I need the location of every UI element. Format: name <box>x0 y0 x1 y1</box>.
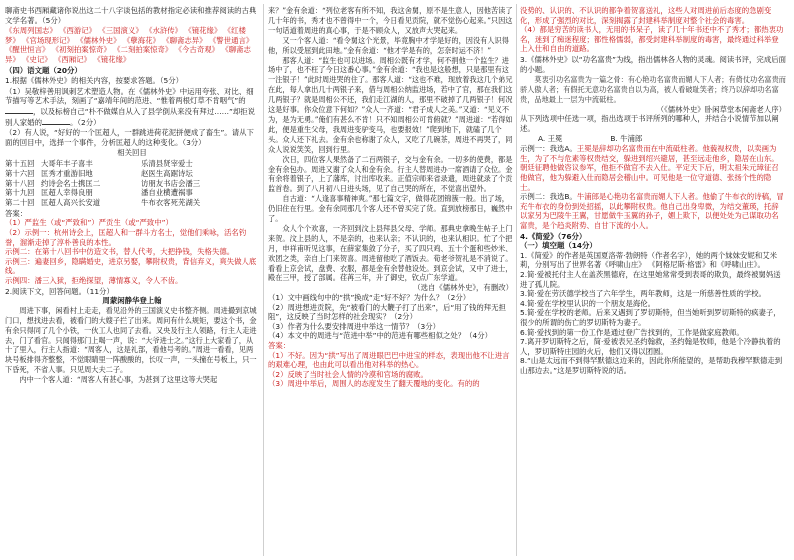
example-2-body: 牛浦郎是心艳功名富贵而媚人下人者。他偷了牛布衣的诗稿，冒充牛布衣的身份到处招摇，以此攀附权贵。他自己出身卑微，为结交董瑛，托辞以家另为巴陵牛王翼，甘愿做牛玉翼的孙子，媚上欺下，以便处处为己谋取功名富贵，是个趋炎附势、自甘下流的小人。 <box>520 192 784 230</box>
chapter-title-a: 约诗会名士携匡二 <box>41 178 101 188</box>
example-1 <box>520 144 786 192</box>
question-1-1-text-c: 。（2分） <box>69 117 101 127</box>
answer-2-4: （4）都是穷苦的读书人，无用的书呆子，读了几十年书还中不了秀才；都热衷功名，迷到了痴迷程度；都性格懦弱，都受封建科举制度的毒害，最终通过科举登上入仕和自由的道路。 <box>520 25 784 54</box>
answer-1-2: （2）示例一：杭州诗会上，匡超人和一群斗方名士，觉他们乘咏，活名钓誉，溜渐走掉了淳朴善良的本性。 <box>5 228 247 247</box>
question-1: 1.根据《儒林外史》的相关内容，按要求答题。（5分） <box>5 76 184 86</box>
answer-1-example-4: 示例四：潘三入狱，拒绝探望，薄情寡义，令人不齿。 <box>5 276 183 286</box>
fill-3: 3.简·爱在劳沃德学校当了六年学生，两年教师，这是一所慈善性质的学校。 <box>520 289 766 299</box>
question-2-4: （4）本文中的周进与“范进中举”中的范进有哪些相似之处？（4分） <box>268 331 493 341</box>
column-left <box>5 6 259 556</box>
example-2 <box>520 192 786 230</box>
book-list-answer: 《东周列国志》 《西游记》 《三国演义》 《水浒传》 《镜花缘》 《红楼梦》 《官场现形记》 《儒林外史》 《孽海花》 《聊斋志异》 《警世通言》 《醒世恒言》 《初刻拍案惊奇》 《二刻拍案惊奇》 《今古奇观》 《聊斋志异》 《史记》 《西厢记》 《镜花缘》 <box>5 26 254 64</box>
passage-paragraph-4: 又一个客人道：“看令舅这个光景，毕竟胸中才学是好的，因没有人识得他，所以受屈到此田地。”金有余道：“他才学是有的，怎奈时运不济！” <box>268 35 509 55</box>
chapter-number: 第十九回 <box>5 188 35 198</box>
question-3-1: 从下列选项中任选一项，指出选项于书评所列的哪种人，并结合小说情节加以阐述。 <box>520 114 779 134</box>
passage-paragraph-2: 内中一个客人道：“周客人有甚心事，为甚到了这里这等大哭起 <box>19 375 218 385</box>
chapter-number: 第十五回 <box>5 158 35 168</box>
chapter-table <box>5 159 255 208</box>
blank-line <box>5 106 33 114</box>
fill-8: 8.“山是太远而不到得罕默德这边来的，因此你所能望的，是帮助我穆罕默德走到山那边去。”这是罗切斯特说的话。 <box>520 356 783 375</box>
passage-title: 周蒙闲静华登上翰 <box>102 296 162 306</box>
column-divider <box>263 4 264 556</box>
chapter-title-a: 匡超人幸得良朋 <box>41 188 93 198</box>
answer-1-example-3: 示例三：遍妻回乡，隐瞒婚史，进京另娶，攀附权贵，背信弃义，爽失做人底线。 <box>5 256 257 276</box>
passage-paragraph-1: 周进下事，闲看村上走走，看见沿外的三国演义史书整齐侧。周进撮到京城门口，想找进去看，被看门的大嫂子拦了出来。周问有什么规矩，要这个书，金有余只得同了几个小铁，一伙工人也同了去看。又央及行主人领路，行主人走进去，门了看官。只闻得那门上喝一声，说：“大爷进士之。”这行上大家看了，从十了里入，行主人指道：“周客人，这是礼部，看他号考的。”周进一看看，见两块号板排得齐整整，不觉眼睛里一阵酸酸的，长叹一声，一头撞在号板上，只一下昏死，不省人事。只见周大夫二子。 <box>5 305 257 375</box>
fill-5: 5.简·爱在学校的老师。后来又遇到了罗切斯特，但当她听到罗切斯特的疯妻子，很少的所谓的伤亡的罗切斯特为妻子。 <box>520 308 781 327</box>
column-divider <box>516 4 517 556</box>
chapter-title-b: 乐清县贤宰爱士 <box>141 158 193 168</box>
example-2-head: 示例二：我选B。 <box>520 192 577 202</box>
passage-paragraph-7: 自古道：“人逢喜事精神爽。”那七篇文字，做得花团锦簇一般。出了场，仍旧住在行里。金有余同那几个客人还不曾买完了货。直到放榜那日，巍然中了。 <box>268 194 513 224</box>
chapter-number: 第十六回 <box>5 168 35 178</box>
chapter-title-b: 牛布衣客死芜湖关 <box>141 198 201 208</box>
chapter-number: 第十八回 <box>5 178 35 188</box>
question-2-3: （3）作者为什么要安排周进中举这一情节？（3分） <box>268 321 441 331</box>
chapter-title-a: 匡秀才重游旧地 <box>41 168 93 178</box>
answer-1-example-2: 示例二：在第十八回书中仿造文书，替人代考，大把挣钱，失格失德。 <box>5 247 235 257</box>
passage-paragraph-6: 次日，四位客人果然备了二百两银子，交与金有余。一切多的使费，都是金有余包办。周进又谢了众人和金有余。行主人替周进办一席酒请了众位。金有余将着银子，上了藩库，讨出库收来。正值宗师来省录遗，周进就录了个贡监首卷。到了八月初八日进头场，见了自己哭的所在，不觉喜出望外。 <box>268 154 513 194</box>
chapter-row <box>5 179 255 189</box>
chapter-row <box>5 198 255 208</box>
column-middle <box>268 6 513 556</box>
question-2-2: （2）周进想进贡院，先“被看门的大鞭子打了出来”，后“用了钱的拜无担阻”，这反映了当时怎样的社会现实？（2分） <box>268 302 506 322</box>
fill-blank-heading: （一）填空题（14分） <box>520 241 597 251</box>
passage-paragraph-3: 来？”金有余道：“列位老客有所不知，我这舍舅，原不是生意人，因他苦读了几十年的书，秀才也不曾得中一个，今日看见贡院，就不觉伤心起来。”只因这一句话道着周进的真心事，于是不顾众人，又放声大哭起来。 <box>268 6 513 35</box>
answer-2-2: （2）反映了当时社会人情的冷漠和官场的腐败。 <box>268 369 428 379</box>
chapter-title-a: 匡超人高兴长安道 <box>41 198 101 208</box>
question-1-1-text-a: （1）吴敬梓善用讽刺艺术塑造人物。在《儒林外史》中运用夸张、对比、细节描写等艺术手法，刻画了“嘉靖年间的范进、“惟着两根灯草不肯咽气”的 <box>5 86 254 106</box>
passage-paragraph-5: 那客人道：“监生也可以进场。周相公既有才学，何不捐他一个监生？进场中了，也不枉了今日这番心事。”金有余道：“我也是这般想，只是那里有这一注银子！”此时周进哭的住了。那客人道：“这也不难，现放着我这几个弟兄在此，每人拿出几十两银子来，借与周相公纳监进场，若中了官，那在我们这几两银子？就是周相公不还，我们走江湖的人，那里不破掉了几两银子！何况这是好事。你众位意下何如？”众人一齐道：“君子成人之美。”又道：“见义不为，是为无勇。”俺们有甚么不肯！只不知周相公可肯俯就？”周进道：“若得如此，便是重生父母，我周进变驴变马，也要报效！”爬到地下，就磕了几个头。众人还下礼去。金有余也称谢了众人，又吃了几碗茶，周进不再哭了，同众人说说笑笑，回到行里。 <box>268 55 513 154</box>
section-four-heading: （四）语文题（20分） <box>5 65 82 75</box>
example-1-body: 王冕是辞却功名富贵而在中流砥柱者。他藐视权贵，以卖画为生，为了不与危素等权贵结交，躲进到绍兴避居，甚至远走他乡，隐居在山东。朝廷征聘他做咨议参军，他拒不做官不去入仕。平定天下后，明太祖朱元璋征召他做官，他为躲避入仕而隐居会稽山中。可见他是一位守道德、张扬个性的隐士。 <box>520 144 779 192</box>
fill-7: 7.离开罗切斯特之后，简·爱被表兄圣约翰救，圣约翰是牧师，他是个冷静执着的人，罗切斯特庄园的火后，他们又得以团圆。 <box>520 337 781 356</box>
question-2-1: （1）文中画线句中的“拱”换成“走”好不好？为什么？（2分） <box>268 292 471 302</box>
options-row <box>520 134 786 144</box>
passage-source: （选自《儒林外史》，有删改） <box>413 283 513 293</box>
question-1-1 <box>5 87 259 127</box>
chapter-row <box>5 169 255 179</box>
question-2: 2.阅读下文，回答问题。（11分） <box>5 286 114 296</box>
fill-2: 2.简·爱被托付主人在盖茨黑德府，在这里她常常受到表哥的欺负，最终被舅妈送进了孤儿院。 <box>520 269 781 289</box>
chapter-table-title: 相关回目 <box>117 148 147 158</box>
chapter-number: 第二十回 <box>5 198 35 208</box>
answer-heading: 答案： <box>5 208 28 218</box>
fill-6: 6.简·爱找到的第一份工作是通过登广告找到的，工作是做家庭教师。 <box>520 327 744 337</box>
review-passage: 莫衷引功名富贵为一篇之骨：有心艳功名富贵而媚人下人者；有倚仗功名富贵而骄人傲人者；有假托无意功名富贵自以为高，被人看破耻笑者；终乃以辞却功名富贵，品地最上一层为中流砥柱。 <box>520 75 786 104</box>
fill-4: 4.简·爱在学校里认识的一个朋友是海伦。 <box>520 298 656 308</box>
passage-paragraph-8: 众人个个欢喜，一齐回到汶上县拜县父母、学师。那典史拿晚生帖子上门来贺。汶上县的人，不是亲的，也来认亲；不认识的，也来认相识。忙了个把月，申祥甫听见这事，在薛家集敛了分子，买了四只鸡、五十个蛋和些炒米、欢团之类，亲自上门来贺喜。周进留他吃了酒饭去。荀老爷贺礼是不消说了。看看上京会试，盘费、衣服，都是金有余替他设处。到京会试，又中了进士，殿在三甲，授了部属。荏苒三年，升了御史，钦点广东学道。 <box>268 223 513 283</box>
answer-2-3-continued: 没势的、认识的、不认识的都争着贺喜送礼，这些人对周进前后态度的急剧变化，形成了强烈的对比，深刻揭露了封建科举制度对整个社会的毒害。 <box>520 6 772 25</box>
chapter-title-b: 赵医生高踞诗坛 <box>141 168 193 178</box>
intro-question: 聊斋史书西厢藏诸你说出这二十八字谈包括的教材指定必读和推荐阅读的古典文学名著。（5分） <box>5 6 257 25</box>
question-1-2: （2）有人说，“好好的一个匡超人，一群跳进荷花泥拼便成了畜生”。请从下面的回目中，选择一个事件，分析匡超人的这种变化。（3分） <box>5 128 254 147</box>
column-right <box>520 6 786 556</box>
chapter-row <box>5 159 255 169</box>
question-3: 3.《儒林外史》以“功名富贵”为线，指出儒林各人物的灵魂。阅读书评，完成后面的小题。 <box>520 54 786 74</box>
option-a: A. 王冕 <box>538 133 563 143</box>
chapter-title-a: 大哥年丰子喜丰 <box>41 158 93 168</box>
answer-2-1: （1）不好。因为“拱”写出了周进眼巴巴中进宝的样态，表现出他不让进言的艰难心理，也由此可以看出他对科举的热心。 <box>268 350 510 370</box>
chapter-row <box>5 188 255 198</box>
section-jane-eyre-heading: 4.《简爱》（76分） <box>520 231 587 241</box>
answer-heading-2: 答案： <box>268 340 291 350</box>
option-b: B. 牛浦郎 <box>610 133 643 143</box>
chapter-title-b: 访朋友书店会潘三 <box>141 178 201 188</box>
answer-1-1: （1）严监生（或“严致和”）严贡生（或“严致中”） <box>5 218 173 228</box>
review-source: （《儒林外史》卧闲草堂本闲斋老人序） <box>656 104 786 114</box>
fill-1: 1.《简爱》的作者是英国夏洛蒂·勃朗特（作者名字），她的两个妹妹安妮和艾米莉，分别写出了世界名著《呼啸山庄》 《阿格尼斯·格雷》和《呼啸山庄》。 <box>520 250 777 270</box>
example-1-head: 示例一：我选A。 <box>520 144 577 154</box>
answer-2-3: （3）周进中举后，周围人的态度发生了翻天覆地的变化。有的的 <box>268 379 480 389</box>
blank-line <box>42 117 70 125</box>
chapter-title-b: 潘自业横遭祸事 <box>141 188 193 198</box>
question-1-1-text-b: ，以及标榜自己“朴不做媒自从入了县学倒从来没有拜过……”却拒说别人家婚的 <box>5 106 255 127</box>
